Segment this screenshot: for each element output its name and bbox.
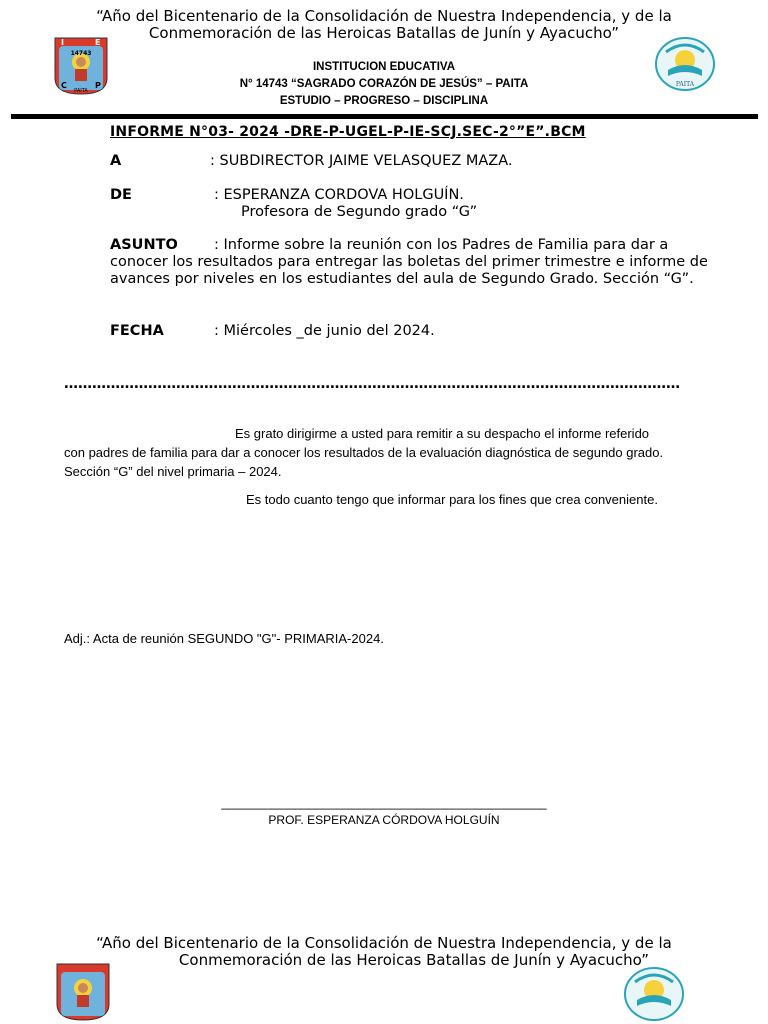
crest-letter-c: C: [61, 81, 67, 90]
school-name: N° 14743 “SAGRADO CORAZÓN DE JESÚS” – PAITA: [239, 78, 529, 90]
date-value: : Miércoles _de junio del 2024.: [214, 323, 435, 339]
paragraph-main: [64, 424, 704, 481]
footer-school-crest-logo: [55, 962, 111, 1022]
to-label: A: [110, 153, 122, 169]
header-year-line1: “Año del Bicentenario de la Consolidación de Nuestra Independencia, y de la: [96, 7, 672, 25]
footer-year-line2: Conmemoración de las Heroicas Batallas de Junín y Ayacucho”: [178, 951, 650, 969]
institution-block: [0, 59, 768, 110]
footer-ugel-seal-logo: [622, 966, 686, 1022]
paragraph-main-first-line: Es grato dirigirme a usted para remitir a su despacho el informe referido: [235, 426, 650, 441]
attachment-note: Adj.: Acta de reunión SEGUNDO "G"- PRIMARIA-2024.: [64, 631, 384, 646]
from-label: DE: [110, 187, 132, 203]
signature-name: PROF. ESPERANZA CÓRDOVA HOLGUÍN: [268, 813, 500, 827]
footer-year-line1: “Año del Bicentenario de la Consolidación de Nuestra Independencia, y de la: [96, 934, 672, 952]
seal-place: PAITA: [675, 81, 695, 88]
dotted-separator: ……………………………………………………………………………………………………………………: [64, 376, 680, 392]
subject-label: ASUNTO: [110, 237, 178, 253]
crest-place: PAITA: [74, 88, 88, 94]
footer-year-text: [0, 935, 768, 969]
header-year-text: [0, 8, 768, 42]
crest-number: 14743: [70, 50, 92, 57]
crest-letter-p: P: [95, 81, 101, 90]
field-from: [110, 187, 477, 221]
institution-label: INSTITUCION EDUCATIVA: [312, 61, 456, 73]
report-title: INFORME N°03- 2024 -DRE-P-UGEL-P-IE-SCJ.SEC-2°”E”.BCM: [110, 124, 586, 140]
from-value: : ESPERANZA CORDOVA HOLGUÍN.: [214, 187, 464, 203]
to-value: : SUBDIRECTOR JAIME VELASQUEZ MAZA.: [210, 153, 513, 169]
header-divider: [11, 114, 758, 119]
signature-line: _____________________________________________: [221, 795, 547, 810]
from-role: Profesora de Segundo grado “G”: [241, 204, 478, 220]
school-motto: ESTUDIO – PROGRESO – DISCIPLINA: [279, 95, 489, 107]
header-year-line2: Conmemoración de las Heroicas Batallas de Junín y Ayacucho”: [148, 24, 620, 42]
date-label: FECHA: [110, 323, 164, 339]
signature-block: [0, 796, 768, 830]
field-subject: [110, 237, 710, 288]
paragraph-main-rest: con padres de familia para dar a conocer los resultados de la evaluación diagnóstica de segundo grado. Sección “G” del nivel primaria – 2024.: [64, 445, 664, 479]
subject-value: : Informe sobre la reunión con los Padres de Familia para dar a conocer los resultados para entregar las boletas del primer trimestre e informe de avances por niveles en los estudiantes del aula de Segundo Grado. Sección “G”.: [110, 237, 708, 287]
crest-letter-e: E: [95, 38, 101, 47]
field-date: [110, 323, 435, 340]
paragraph-closing: Es todo cuanto tengo que informar para los fines que crea conveniente.: [246, 492, 658, 507]
field-to: [110, 153, 513, 170]
ugel-seal-logo: [654, 36, 716, 92]
crest-letter-i: I: [61, 38, 64, 47]
